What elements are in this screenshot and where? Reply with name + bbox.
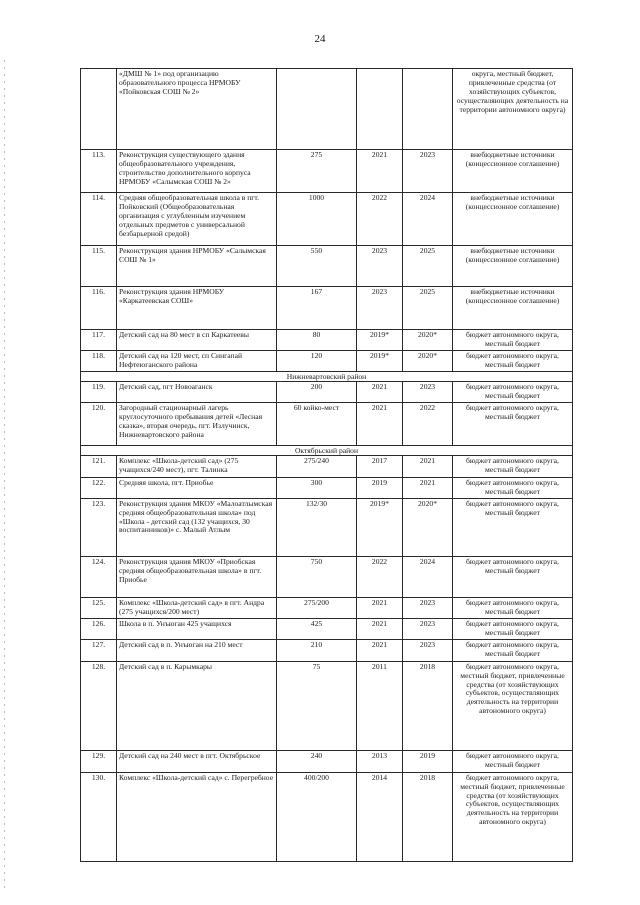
object-name: Детский сад в п. Унъюган на 210 мест [117,639,277,661]
year-end: 2018 [403,661,453,750]
funding-source: бюджет автономного округа, местный бюджет [453,639,573,661]
year-end: 2024 [403,193,453,246]
row-number: 113. [81,150,117,193]
object-name: Средняя школа, пгт. Приобье [117,478,277,499]
row-number: 120. [81,403,117,446]
object-capacity: 1000 [277,193,357,246]
row-number: 128. [81,661,117,750]
table-row [81,618,573,639]
year-end: 2023 [403,639,453,661]
object-capacity: 275/200 [277,597,357,618]
row-number: 119. [81,382,117,403]
object-capacity: 60 койко-мест [277,403,357,446]
year-start: 2021 [357,150,403,193]
table-row [81,351,573,372]
table-row [81,597,573,618]
year-start: 2019* [357,330,403,351]
objects-table [80,68,573,862]
object-name: Реконструкция здания МКОУ «Малоатлымская средняя общеобразовательная школа» под «Школа - детский сад (132 учащихся, 30 воспитанников)» с. Малый Атлым [117,498,277,556]
object-name: Детский сад на 120 мест, сп Сингапай Нефтеюганского района [117,351,277,372]
object-capacity: 275/240 [277,456,357,478]
table-row [81,661,573,750]
row-number: 123. [81,498,117,556]
district-header-row [81,372,573,382]
year-end: 2025 [403,287,453,330]
object-capacity [277,69,357,150]
year-start: 2021 [357,382,403,403]
row-number: 130. [81,772,117,861]
object-capacity: 75 [277,661,357,750]
year-start [357,69,403,150]
object-capacity: 167 [277,287,357,330]
year-start: 2019* [357,498,403,556]
year-end: 2018 [403,772,453,861]
funding-source: бюджет автономного округа, местный бюджет [453,330,573,351]
district-name: Октябрьский район [81,446,573,456]
funding-source: бюджет автономного округа, местный бюджет [453,456,573,478]
funding-source: бюджет автономного округа, местный бюджет [453,556,573,597]
object-name: Детский сад, пгт Новоаганск [117,382,277,403]
funding-source: внебюджетные источники (концессионное соглашение) [453,150,573,193]
object-name: Реконструкция здания МКОУ «Приобская средняя общеобразовательная школа» в пгт. Приобье [117,556,277,597]
year-start: 2017 [357,456,403,478]
year-end: 2024 [403,556,453,597]
year-start: 2019* [357,351,403,372]
row-number: 127. [81,639,117,661]
object-name: Комплекс «Школа-детский сад» в пгт. Андра (275 учащихся/200 мест) [117,597,277,618]
funding-source: бюджет автономного округа, местный бюджет [453,618,573,639]
table-row [81,403,573,446]
row-number: 126. [81,618,117,639]
year-end: 2019 [403,750,453,772]
year-end: 2022 [403,403,453,446]
object-name: Реконструкция здания НРМОБУ «Салымская СОШ № 1» [117,246,277,287]
object-name: Комплекс «Школа-детский сад» (275 учащихся/240 мест), пгт. Талинка [117,456,277,478]
year-end: 2023 [403,597,453,618]
year-end: 2020* [403,351,453,372]
table-row [81,150,573,193]
year-start: 2022 [357,556,403,597]
objects-table-body [81,69,573,862]
district-header-row [81,446,573,456]
object-capacity: 300 [277,478,357,499]
funding-source: бюджет автономного округа, местный бюджет [453,478,573,499]
table-row [81,750,573,772]
object-capacity: 275 [277,150,357,193]
year-start: 2021 [357,618,403,639]
object-name: «ДМШ № 1» под организацию образовательного процесса НРМОБУ «Пойковская СОШ № 2» [117,69,277,150]
year-start: 2021 [357,403,403,446]
row-number: 115. [81,246,117,287]
object-name: Школа в п. Унъюган 425 учащихся [117,618,277,639]
funding-source: бюджет автономного округа, местный бюджет [453,403,573,446]
year-end: 2021 [403,478,453,499]
table-row [81,382,573,403]
funding-source: бюджет автономного округа, местный бюджет, привлеченные средства (от хозяйствующих субъектов, осуществляющих деятельность на территории автономного округа) [453,772,573,861]
table-row [81,330,573,351]
year-end: 2023 [403,618,453,639]
object-capacity: 240 [277,750,357,772]
table-row [81,69,573,150]
object-name: Детский сад на 80 мест в сп Каркатеевы [117,330,277,351]
row-number: 124. [81,556,117,597]
row-number: 121. [81,456,117,478]
year-start: 2023 [357,287,403,330]
funding-source: бюджет автономного округа, местный бюджет [453,382,573,403]
year-start: 2011 [357,661,403,750]
row-number: 118. [81,351,117,372]
row-number: 125. [81,597,117,618]
district-name: Нижневартовский район [81,372,573,382]
funding-source: бюджет автономного округа, местный бюджет [453,498,573,556]
table-row [81,193,573,246]
year-start: 2021 [357,639,403,661]
year-end: 2020* [403,330,453,351]
year-end: 2023 [403,382,453,403]
table-row [81,456,573,478]
scan-edge-mark [4,60,5,890]
table-row [81,478,573,499]
row-number: 117. [81,330,117,351]
object-name: Средняя общеобразовательная школа в пгт. Пойковский (Общеобразовательная организация с углубленным изучением отдельных предметов с универсальной безбарьерной средой) [117,193,277,246]
funding-source: округа, местный бюджет, привлеченные средства (от хозяйствующих субъектов, осуществляющих деятельность на территории автономного округа) [453,69,573,150]
funding-source: бюджет автономного округа, местный бюджет [453,351,573,372]
object-name: Загородный стационарный лагерь круглосуточного пребывания детей «Лесная сказка», вторая очередь, пгт. Излучинск, Нижневартовского района [117,403,277,446]
funding-source: бюджет автономного округа, местный бюджет [453,750,573,772]
funding-source: бюджет автономного округа, местный бюджет, привлеченные средства (от хозяйствующих субъектов, осуществляющих деятельность на территории автономного округа) [453,661,573,750]
year-end [403,69,453,150]
row-number: 116. [81,287,117,330]
object-capacity: 425 [277,618,357,639]
object-capacity: 750 [277,556,357,597]
year-start: 2014 [357,772,403,861]
year-start: 2021 [357,597,403,618]
row-number: 114. [81,193,117,246]
funding-source: внебюджетные источники (концессионное соглашение) [453,287,573,330]
year-end: 2025 [403,246,453,287]
object-capacity: 400/200 [277,772,357,861]
table-row [81,498,573,556]
object-capacity: 120 [277,351,357,372]
year-start: 2019 [357,478,403,499]
row-number: 129. [81,750,117,772]
object-name: Детский сад на 240 мест в пгт. Октябрьское [117,750,277,772]
object-name: Комплекс «Школа-детский сад» с. Перегребное [117,772,277,861]
object-name: Реконструкция существующего здания общеобразовательного учреждения, строительство дополнительного корпуса НРМОБУ «Салымская СОШ № 2» [117,150,277,193]
year-start: 2013 [357,750,403,772]
year-end: 2020* [403,498,453,556]
object-capacity: 80 [277,330,357,351]
page-number: 24 [314,33,326,45]
year-start: 2022 [357,193,403,246]
object-capacity: 200 [277,382,357,403]
object-capacity: 550 [277,246,357,287]
object-capacity: 210 [277,639,357,661]
table-row [81,246,573,287]
year-end: 2023 [403,150,453,193]
table-row [81,772,573,861]
table-row [81,639,573,661]
object-capacity: 132/30 [277,498,357,556]
funding-source: внебюджетные источники (концессионное соглашение) [453,193,573,246]
object-name: Реконструкция здания НРМОБУ «Каркатеевская СОШ» [117,287,277,330]
year-end: 2021 [403,456,453,478]
object-name: Детский сад в п. Карымкары [117,661,277,750]
table-row [81,556,573,597]
year-start: 2023 [357,246,403,287]
funding-source: внебюджетные источники (концессионное соглашение) [453,246,573,287]
row-number [81,69,117,150]
funding-source: бюджет автономного округа, местный бюджет [453,597,573,618]
row-number: 122. [81,478,117,499]
table-row [81,287,573,330]
